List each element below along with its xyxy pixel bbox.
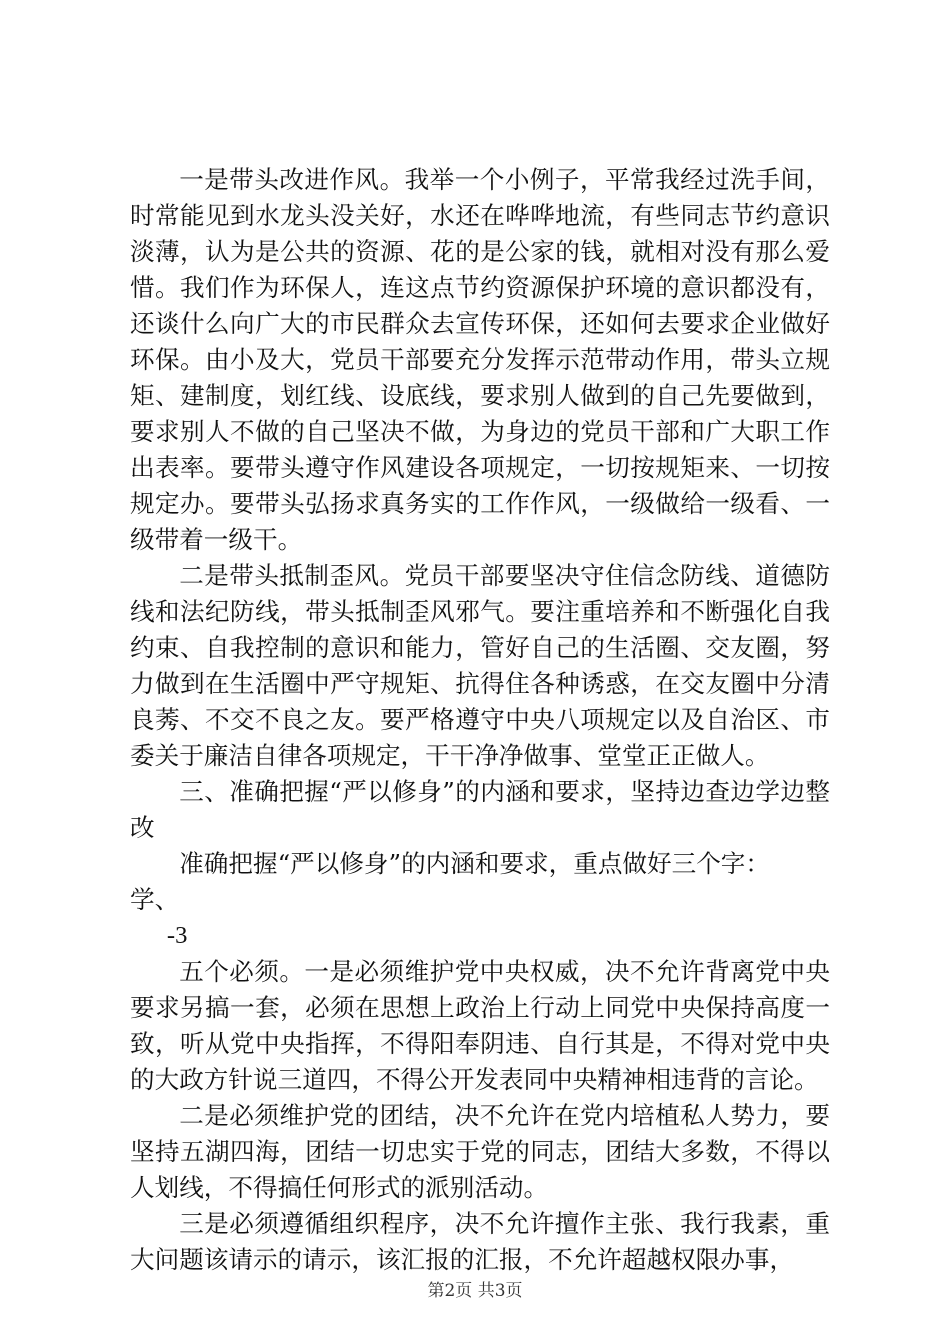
paragraph-organization-procedure: 三是必须遵循组织程序，决不允许擅作主张、我行我素，重大问题该请示的请示，该汇报的汇报，不允许超越权限办事，	[130, 1209, 830, 1274]
section-heading-three: 三、准确把握“严以修身”的内涵和要求，坚持边查边学边整改	[130, 777, 830, 842]
paragraph-resist-bad-practice: 二是带头抵制歪风。党员干部要坚决守住信念防线、道德防线和法纪防线，带头抵制歪风邪气。要注重培养和不断强化自我约束、自我控制的意识和能力，管好自己的生活圈、交友圈，努力做到在生活圈中严守规矩、抗得住各种诱惑，在交友圈中分清良莠、不交不良之友。要严格遵守中央八项规定以及自治区、市委关于廉洁自律各项规定，干干净净做事、堂堂正正做人。	[130, 561, 830, 770]
fragment-line: 学、	[130, 885, 180, 914]
paragraph-five-musts: 五个必须。一是必须维护党中央权威，决不允许背离党中央要求另搞一套，必须在思想上政治上行动上同党中央保持高度一致，听从党中央指挥，不得阳奉阴违、自行其是，不得对党中央的大政方针说三道四，不得公开发表同中央精神相违背的言论。	[130, 957, 830, 1094]
paragraph-three-words: 准确把握“严以修身”的内涵和要求，重点做好三个字：	[179, 849, 770, 878]
paragraph-party-unity: 二是必须维护党的团结，决不允许在党内培植私人势力，要坚持五湖四海，团结一切忠实于党的同志，团结大多数，不得以人划线，不得搞任何形式的派别活动。	[130, 1101, 830, 1202]
page-marker: -3	[166, 922, 188, 949]
paragraph-lead-style: 一是带头改进作风。我举一个小例子，平常我经过洗手间，时常能见到水龙头没关好，水还在哗哗地流，有些同志节约意识淡薄，认为是公共的资源、花的是公家的钱，就相对没有那么爱惜。我们作为环保人，连这点节约资源保护环境的意识都没有，还谈什么向广大的市民群众去宣传环保，还如何去要求企业做好环保。由小及大，党员干部要充分发挥示范带动作用，带头立规矩、建制度，划红线、设底线，要求别人做到的自己先要做到，要求别人不做的自己坚决不做，为身边的党员干部和广大职工作出表率。要带头遵守作风建设各项规定，一切按规矩来、一切按规定办。要带头弘扬求真务实的工作作风，一级做给一级看、一级带着一级干。	[130, 165, 830, 554]
page-footer: 第2页 共3页	[427, 1281, 523, 1301]
document-body	[130, 162, 830, 1278]
